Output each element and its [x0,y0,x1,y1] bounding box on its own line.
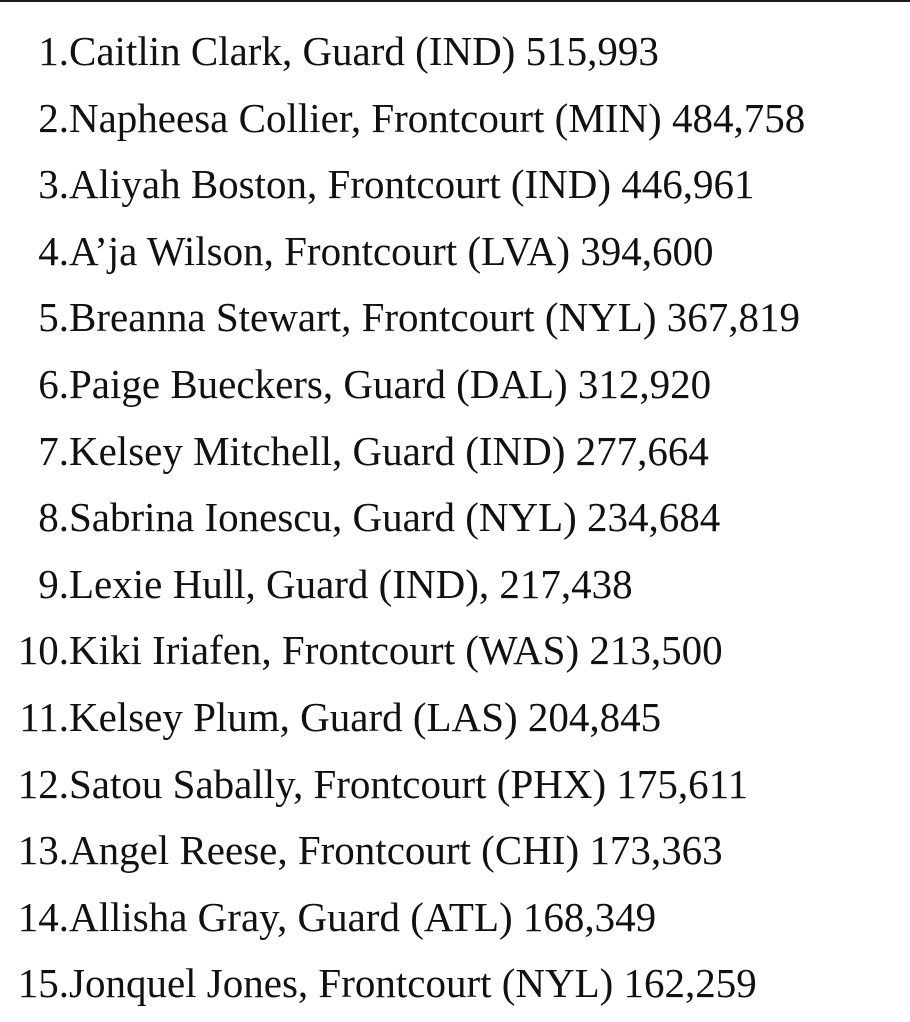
list-item-rank: 4. [38,227,69,274]
list-item [0,617,805,684]
list-item [0,151,805,218]
list-item-text: Caitlin Clark, Guard (IND) 515,993 [69,28,659,74]
list-item [0,684,805,751]
list-item-text: A’ja Wilson, Frontcourt (LVA) 394,600 [69,227,714,274]
list-item-text: Angel Reese, Frontcourt (CHI) 173,363 [69,827,723,874]
list-item-rank: 15. [17,960,69,1007]
list-item-text: Breanna Stewart, Frontcourt (NYL) 367,819 [69,294,800,341]
list-item-rank: 8. [38,494,69,541]
list-item-text: Kiki Iriafen, Frontcourt (WAS) 213,500 [69,627,723,674]
list-item-text: Napheesa Collier, Frontcourt (MIN) 484,758 [69,94,806,141]
list-item [0,817,805,884]
list-item-rank: 10. [17,627,69,674]
list-item-rank: 12. [17,760,69,807]
list-item-text: Kelsey Mitchell, Guard (IND) 277,664 [69,427,709,474]
list-item [0,884,805,951]
list-item-text: Paige Bueckers, Guard (DAL) 312,920 [69,360,712,407]
list-item-text: Aliyah Boston, Frontcourt (IND) 446,961 [69,161,755,208]
list-item [0,284,805,351]
list-item [0,950,805,1017]
list-item-text: Kelsey Plum, Guard (LAS) 204,845 [69,693,662,740]
list-item-rank: 9. [38,560,69,607]
list-item [0,484,805,551]
list-item-rank: 6. [38,360,69,407]
list-item-rank: 13. [17,827,69,874]
list-item-rank: 7. [38,427,69,474]
list-item-rank: 2. [38,94,69,141]
list-item-rank: 5. [38,294,69,341]
list-item-rank: 11. [19,693,69,740]
list-item-rank: 3. [38,161,69,208]
list-item [0,551,805,618]
list-item [0,751,805,818]
list-item-text: Lexie Hull, Guard (IND), 217,438 [69,560,633,607]
list-item [0,218,805,285]
list-item-rank: 14. [17,893,69,940]
list-item-text: Jonquel Jones, Frontcourt (NYL) 162,259 [69,960,757,1007]
list-item [0,18,805,85]
list-item-text: Allisha Gray, Guard (ATL) 168,349 [69,893,657,940]
list-item-text: Satou Sabally, Frontcourt (PHX) 175,611 [69,760,749,807]
ranked-player-list [0,18,805,1017]
list-item-rank: 1. [38,28,69,74]
list-item-text: Sabrina Ionescu, Guard (NYL) 234,684 [69,494,721,541]
top-divider [0,0,910,2]
list-item [0,85,805,152]
list-item [0,351,805,418]
list-item [0,418,805,485]
